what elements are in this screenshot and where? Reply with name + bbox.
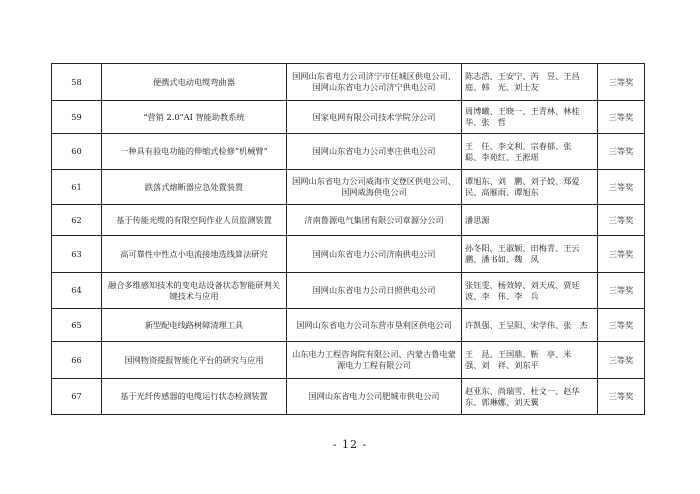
project-name-cell: 基于光纤传感器的电缆运行状态检测装置 <box>102 379 287 415</box>
project-name-cell: 一种具有验电功能的伸缩式检修“机械臂” <box>102 134 287 170</box>
organization-cell: 国网山东省电力公司日照供电公司 <box>287 273 462 309</box>
organization-cell: 国网山东省电力公司枣庄供电公司 <box>287 134 462 170</box>
members-cell: 许凯强、王呈阳、宋学伟、张 杰 <box>462 309 598 342</box>
table-row <box>52 101 645 134</box>
table-row <box>52 205 645 236</box>
members-cell: 陈志浩、王安宁、芮 昱、王昌庭、韩 光、刘士友 <box>462 64 598 101</box>
table-row <box>52 134 645 170</box>
organization-cell: 国网山东省电力公司东营市垦利区供电公司 <box>287 309 462 342</box>
award-grade-cell: 三等奖 <box>598 205 645 236</box>
organization-cell: 国家电网有限公司技术学院分公司 <box>287 101 462 134</box>
award-grade-cell: 三等奖 <box>598 309 645 342</box>
award-grade-cell: 三等奖 <box>598 64 645 101</box>
table-row <box>52 170 645 205</box>
row-number-cell: 59 <box>52 101 102 134</box>
organization-cell: 国网山东省电力公司济宁市任城区供电公司、国网山东省电力公司济宁供电公司 <box>287 64 462 101</box>
table-row <box>52 309 645 342</box>
award-grade-cell: 三等奖 <box>598 101 645 134</box>
row-number-cell: 63 <box>52 236 102 273</box>
table-row <box>52 64 645 101</box>
award-grade-cell: 三等奖 <box>598 236 645 273</box>
organization-cell: 国网山东省电力公司济南供电公司 <box>287 236 462 273</box>
table-row <box>52 342 645 379</box>
awards-table-body <box>52 64 645 415</box>
members-cell: 周博曦、王晓一、王青林、林桂华、张 哲 <box>462 101 598 134</box>
row-number-cell: 61 <box>52 170 102 205</box>
awards-table <box>51 63 645 415</box>
members-cell: 王 任、李文利、宗春郁、张 聪、李苑红、王淞瑶 <box>462 134 598 170</box>
organization-cell: 济南鲁源电气集团有限公司章源分公司 <box>287 205 462 236</box>
row-number-cell: 62 <box>52 205 102 236</box>
table-row <box>52 379 645 415</box>
award-grade-cell: 三等奖 <box>598 170 645 205</box>
members-cell: 孙冬阳、王淑颖、田梅青、王云鹏、潘书如、魏 风 <box>462 236 598 273</box>
members-cell: 赵亚东、尚瑞雪、杜文一、赵华东、郭琳娜、刘天翼 <box>462 379 598 415</box>
members-cell: 张钰雯、杨效婷、刘天成、贾廷波、李 伟、李 兵 <box>462 273 598 309</box>
award-grade-cell: 三等奖 <box>598 342 645 379</box>
members-cell: 王 昆、王国鼎、靳 亭、米 强、刘 祥、刘东平 <box>462 342 598 379</box>
table-row <box>52 236 645 273</box>
row-number-cell: 65 <box>52 309 102 342</box>
members-cell: 潘思源 <box>462 205 598 236</box>
project-name-cell: “营销 2.0”AI 智能助教系统 <box>102 101 287 134</box>
project-name-cell: 便携式电动电缆弯曲器 <box>102 64 287 101</box>
organization-cell: 山东电力工程咨询院有限公司、内蒙古鲁电蒙源电力工程有限公司 <box>287 342 462 379</box>
project-name-cell: 基于传能光缆的有限空间作业人员监测装置 <box>102 205 287 236</box>
award-grade-cell: 三等奖 <box>598 379 645 415</box>
project-name-cell: 新型配电线路树障清理工具 <box>102 309 287 342</box>
organization-cell: 国网山东省电力公司威海市文登区供电公司、国网威海供电公司 <box>287 170 462 205</box>
page-number: - 12 - <box>332 438 368 451</box>
row-number-cell: 58 <box>52 64 102 101</box>
row-number-cell: 66 <box>52 342 102 379</box>
row-number-cell: 64 <box>52 273 102 309</box>
project-name-cell: 跌落式熔断器应急处置装置 <box>102 170 287 205</box>
project-name-cell: 融合多维感知技术的变电站设备状态智能研判关键技术与应用 <box>102 273 287 309</box>
row-number-cell: 60 <box>52 134 102 170</box>
award-grade-cell: 三等奖 <box>598 273 645 309</box>
table-row <box>52 273 645 309</box>
members-cell: 谭旭东、刘 鹏、刘子姣、郑爱民、高雁雨、谭旭东 <box>462 170 598 205</box>
organization-cell: 国网山东省电力公司肥城市供电公司 <box>287 379 462 415</box>
project-name-cell: 国网物资提报智能化平台的研究与应用 <box>102 342 287 379</box>
award-grade-cell: 三等奖 <box>598 134 645 170</box>
row-number-cell: 67 <box>52 379 102 415</box>
project-name-cell: 高可靠性中性点小电流接地选线算法研究 <box>102 236 287 273</box>
